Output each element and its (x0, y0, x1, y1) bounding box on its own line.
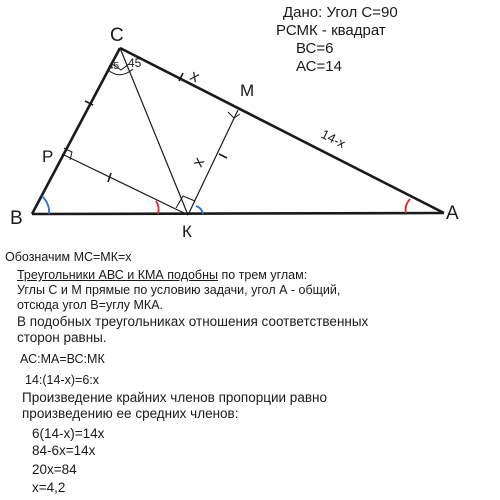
vertex-b: B (10, 208, 23, 229)
vertex-p: P (42, 147, 54, 166)
solution-line-2 (17, 268, 307, 282)
given-line-1: Дано: Угол С=90 (283, 4, 398, 21)
given-line-4: АС=14 (296, 58, 342, 75)
angle-arc-b (42, 196, 49, 214)
solution-line-4: отсюда угол В=углу МКА. (17, 298, 164, 312)
solution-line-10: произведению ее средних членов: (22, 406, 239, 421)
side-bc (32, 48, 120, 214)
angle-label-45-right: 45 (128, 56, 142, 70)
solution-line-6: сторон равны. (17, 330, 107, 345)
solution-line-3: Углы С и М прямые по условию задачи, угол А - общий, (17, 283, 341, 297)
solution-line-9: Произведение крайних членов пропорции равно (22, 390, 327, 405)
vertex-c: C (110, 25, 124, 46)
similarity-statement: Треугольники АВС и КМА подобны (17, 268, 218, 282)
angle-arc-k-left (156, 201, 159, 214)
given-line-3: ВС=6 (296, 40, 334, 57)
vertex-a: A (446, 203, 459, 224)
given-line-2: РСМК - квадрат (276, 22, 386, 39)
similarity-reason: по трем углам: (217, 268, 308, 282)
tick-mk (219, 154, 227, 158)
angle-arc-a (406, 199, 411, 213)
solution-line-7: АС:МА=ВС:МК (20, 352, 105, 366)
segment-pk (62, 154, 188, 215)
solution-line-13: 20х=84 (32, 462, 77, 477)
side-ca (120, 48, 444, 213)
solution-line-12: 84-6х=14х (32, 443, 96, 458)
angle-label-45-left: 45 (108, 61, 120, 72)
side-label-ma: 14-x (318, 126, 348, 152)
side-label-mk: x (189, 154, 209, 170)
solution-line-14: х=4,2 (32, 480, 66, 495)
solution-line-8: 14:(14-х)=6:х (25, 373, 99, 387)
side-ab (32, 213, 444, 214)
solution-line-11: 6(14-х)=14х (32, 426, 105, 441)
solution-line-5: В подобных треугольниках отношения соответственных (17, 314, 369, 329)
side-label-cm: x (187, 67, 203, 87)
vertex-k: К (182, 222, 192, 241)
vertex-m: M (240, 81, 255, 100)
diagonal-ck (120, 48, 188, 215)
solution-line-1: Обозначим МС=МК=х (5, 250, 132, 264)
